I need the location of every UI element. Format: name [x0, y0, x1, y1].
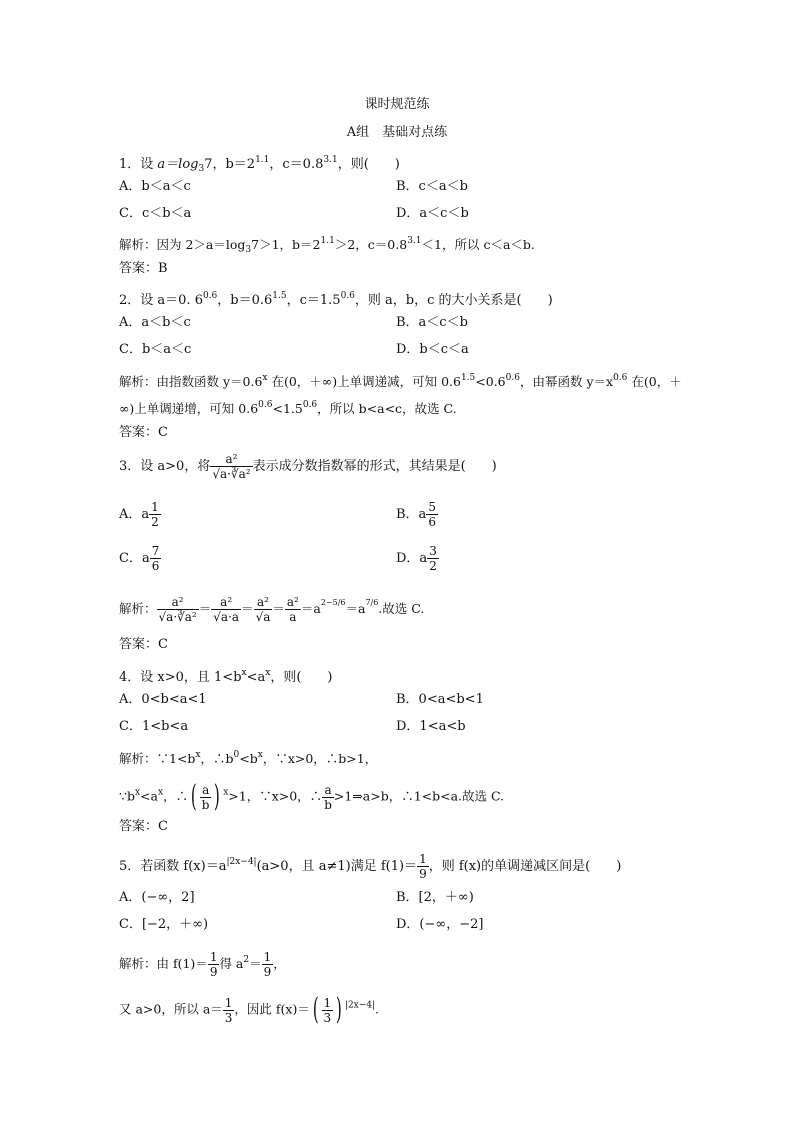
q3-option-c: C．a $\frac{7}{6}$ — [119, 544, 160, 573]
q5-option-c: C．[−2，＋∞) — [119, 917, 209, 932]
q5-option-b: B．[2，＋∞) — [396, 890, 474, 905]
q3-stem: 3．设 a>0，将 $\frac{\text{a²}}{\text{√a·∛a²}}$ 表示成分数指数幂的形式，其结果是( ) — [119, 452, 497, 481]
q3-answer: 答案：C — [119, 637, 168, 652]
q4-option-d: D．1<a<b — [396, 719, 466, 734]
q2-stem: 2．设 a＝0. $6^{0.6}$，$b=0.6^{1.5}$，$c=1.5^{0.6}$，则 a，b，c 的大小关系是( ) — [119, 291, 553, 308]
q5-explanation-line2: 又 a>0，所以 a＝ $\frac{1}{3}$ ，因此 f(x)＝( $\frac{1}{3}$ ) $^{|2x-4|}$. — [119, 992, 380, 1027]
q2-explanation-line1: 解析：由指数函数 $y=0.6^x$ 在(0，＋∞)上单调递减，可知 $0.6^{1.5}<0.6^{0.6}$，由幂函数 $y=x^{0.6}$ 在(0，＋ — [119, 373, 682, 389]
q1-answer: 答案：B — [119, 261, 168, 276]
q3-fraction: $\frac{\text{a²}}{\text{√a·∛a²}}$ — [212, 452, 251, 481]
q4-option-b: B．0<a<b<1 — [396, 692, 484, 707]
section-title: A组 基础对点练 — [346, 125, 448, 140]
q2-option-c: C．b＜a＜c — [119, 342, 192, 357]
q4-option-a: A．0<b<a<1 — [119, 692, 207, 707]
q4-stem: 4．设 x>0，且 $1<b^x<a^x$，则( ) — [119, 668, 333, 685]
q3-option-a: A．a $\frac{1}{2}$ — [119, 500, 159, 529]
q5-stem: 5．若函数 $f(x)=a^{|2x-4|}(a>0$，且 a≠1)满足 f(1)＝ $\frac{1}{9}$ ，则 f(x)的单调递减区间是( ) — [119, 852, 622, 881]
q3-option-d: D．a $\frac{3}{2}$ — [396, 544, 437, 573]
q1-stem: 1．设 $a=\log_37$，$b=2^{1.1}$，$c=0.8^{3.1}$，则( ) — [119, 155, 400, 174]
q1-option-b: B．c＜a＜b — [396, 179, 468, 194]
q4-option-c: C．1<b<a — [119, 719, 189, 734]
q2-answer: 答案：C — [119, 425, 168, 440]
q1-option-d: D．a＜c＜b — [396, 206, 469, 221]
q3-explanation: 解析： $\frac{\text{a²}}{\text{√a·∛a²}}$ ＝ $\frac{\text{a²}}{√a\cdot a}$ ＝ $\frac{\text{a²}}{√a}$ ＝ $\frac{\text{a²}}{a}$ $=a^{2-5/6}=a^{7/6}$.故选 C. — [119, 595, 425, 624]
q5-explanation-line1: 解析：由 f(1)＝ $\frac{1}{9}$ 得 $a^2=$ $\frac{1}{9}$ ， — [119, 950, 286, 979]
q4-explanation-line1: 解析：$\because 1<b^x$，$\therefore b^0<b^x$，∵x>0，∴b>1， — [119, 750, 378, 766]
q2-explanation-line2: ∞)上单调递增，可知 $0.6^{0.6}<1.5^{0.6}$，所以 b<a<c，故选 C. — [119, 400, 457, 416]
q4-answer: 答案：C — [119, 819, 168, 834]
q2-option-b: B．a＜c＜b — [396, 315, 468, 330]
q5-option-a: A．(−∞，2] — [119, 890, 195, 905]
q2-option-d: D．b＜c＜a — [396, 342, 469, 357]
q1-explanation: 解析：因为 $2>a=\log_37>1$，$b=2^{1.1}>2$，$c=0.8^{3.1}<1$，所以 c＜a＜b. — [119, 236, 535, 255]
page-title: 课时规范练 — [364, 97, 430, 112]
q1-option-c: C．c＜b＜a — [119, 206, 192, 221]
q3-option-b: B．a $\frac{5}{6}$ — [396, 500, 436, 529]
q1-option-a: A．b＜a＜c — [119, 179, 191, 194]
q4-explanation-line2: $\because b^x<a^x$，∴( $\frac{a}{b}$ ) $^x$>1，∵x>0，∴ $\frac{a}{b}$ >1⇒a>b，∴1<b<a.故选 C. — [119, 779, 505, 814]
q5-option-d: D．(−∞，−2] — [396, 917, 484, 932]
q2-option-a: A．a＜b＜c — [119, 315, 191, 330]
